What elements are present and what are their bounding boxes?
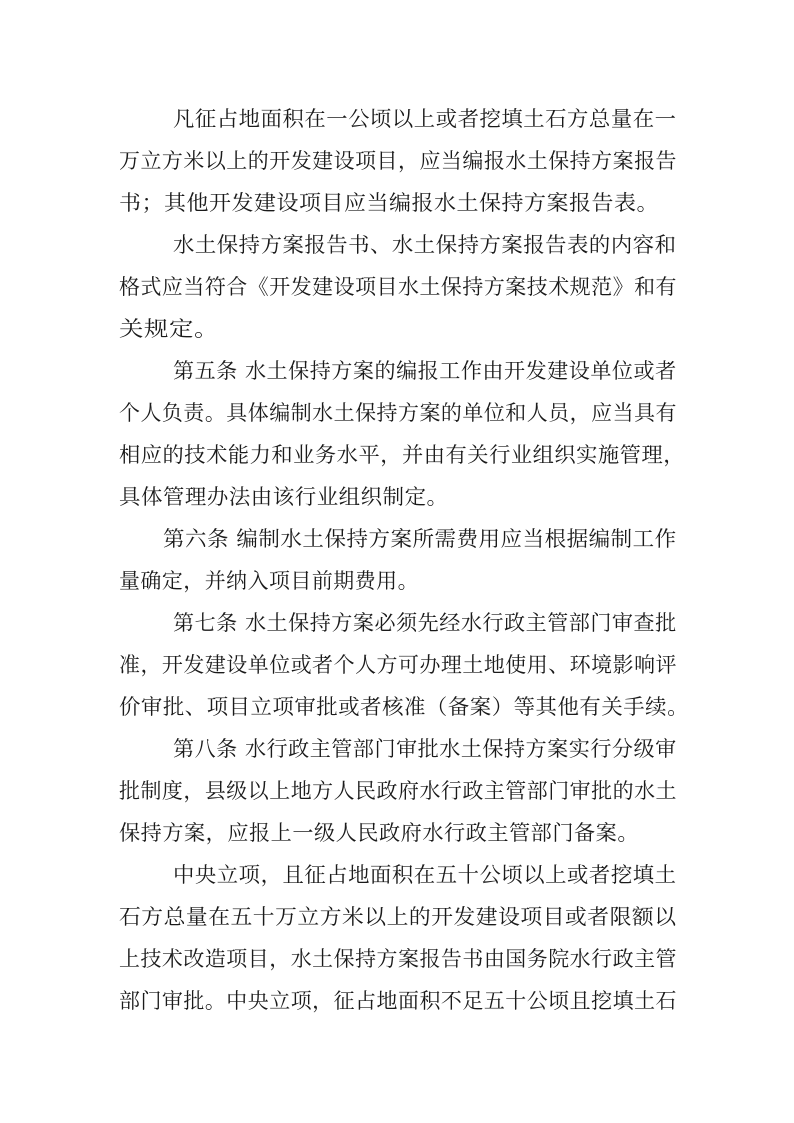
paragraph-line: 中央立项，且征占地面积在五十公顷以上或者挖填土	[173, 863, 677, 887]
article-line: 第六条 编制水土保持方案所需费用应当根据编制工作	[163, 527, 677, 551]
paragraph-line: 格式应当符合《开发建设项目水土保持方案技术规范》和有	[119, 275, 677, 299]
paragraph-line: 关规定。	[119, 317, 220, 341]
article-line: 量确定，并纳入项目前期费用。	[119, 569, 420, 593]
article-line: 第七条 水土保持方案必须先经水行政主管部门审查批	[173, 611, 677, 635]
paragraph-line: 水土保持方案报告书、水土保持方案报告表的内容和	[173, 233, 677, 257]
paragraph-line: 石方总量在五十万立方米以上的开发建设项目或者限额以	[119, 905, 677, 929]
paragraph-line: 书；其他开发建设项目应当编报水土保持方案报告表。	[119, 191, 659, 215]
article-line: 具体管理办法由该行业组织制定。	[119, 485, 449, 509]
article-line: 个人负责。具体编制水土保持方案的单位和人员，应当具有	[119, 401, 677, 425]
article-line: 价审批、项目立项审批或者核准（备案）等其他有关手续。	[119, 695, 690, 719]
paragraph-line: 上技术改造项目，水土保持方案报告书由国务院水行政主管	[119, 947, 677, 971]
article-line: 相应的技术能力和业务水平，并由有关行业组织实施管理，	[119, 443, 685, 467]
paragraph-line: 万立方米以上的开发建设项目，应当编报水土保持方案报告	[119, 149, 677, 173]
paragraph-line: 凡征占地面积在一公顷以上或者挖填土石方总量在一	[173, 107, 677, 131]
article-line: 第五条 水土保持方案的编报工作由开发建设单位或者	[173, 359, 677, 383]
article-line: 准，开发建设单位或者个人方可办理土地使用、环境影响评	[119, 653, 677, 677]
paragraph-line: 部门审批。中央立项，征占地面积不足五十公顷且挖填土石	[119, 989, 677, 1013]
article-line: 第八条 水行政主管部门审批水土保持方案实行分级审	[173, 737, 677, 761]
article-line: 保持方案，应报上一级人民政府水行政主管部门备案。	[119, 821, 640, 845]
article-line: 批制度，县级以上地方人民政府水行政主管部门审批的水土	[119, 779, 677, 803]
